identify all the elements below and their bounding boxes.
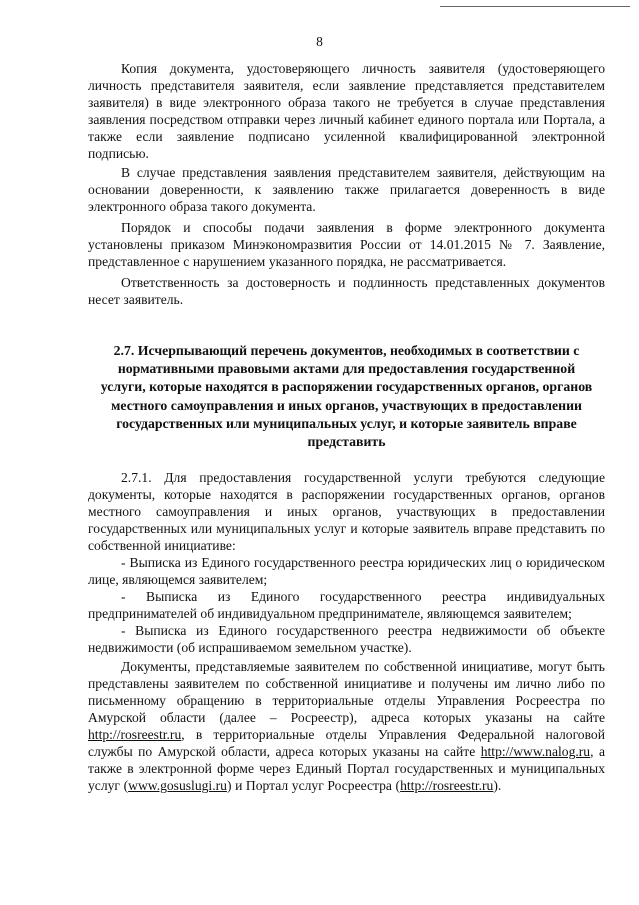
- paragraph-closing: [88, 658, 605, 794]
- closing-text-1: Документы, представляемые заявителем по собственной инициативе, могут быть представлены заявителем по собственной инициативе и получены им лично либо по письменному обращению в территориальные отделы Управления Росреестра по Амурской области (далее – Росреестр), адреса которых указаны на сайте: [88, 659, 605, 726]
- section-heading: 2.7. Исчерпывающий перечень документов, необходимых в соответствии с нормативными правовыми актами для предоставления государственной услуги, которые находятся в распоряжении государственных органов, органов местного самоуправления и иных органов, участвующих в предоставлении государственных или муниципальных услуг, и которые заявитель вправе представить: [100, 343, 593, 450]
- paragraph-id-copy: Копия документа, удостоверяющего личность заявителя (удостоверяющего личность представителя заявителя, если заявление представляется представителем заявителя) в виде электронного образа такого не требуется в случае представления заявления посредством отправки через личный кабинет единого портала или Портала, а также если заявление подписано усиленной квалифицированной электронной подписью.: [88, 61, 605, 161]
- link-nalog[interactable]: http://www.nalog.ru: [480, 744, 591, 760]
- closing-text-3: , а также в электронной форме через Единый Портал государственных и муниципальных услуг (: [88, 744, 605, 794]
- link-rosreestr[interactable]: http://rosreestr.ru: [88, 727, 182, 743]
- closing-text-2: , в территориальные отделы Управления Федеральной налоговой службы по Амурской области, адреса которых указаны на сайте: [88, 727, 605, 760]
- link-rosreestr-portal[interactable]: http://rosreestr.ru: [400, 778, 494, 794]
- closing-text-5: ).: [493, 778, 502, 794]
- paragraph-responsibility: Ответственность за достоверность и подлинность представленных документов несет заявитель.: [88, 275, 605, 307]
- list-item-egrip: - Выписка из Единого государственного реестра индивидуальных предпринимателей об индивидуальном предпринимателе, являющемся заявителем;: [88, 589, 605, 622]
- list-item-egrul: - Выписка из Единого государственного реестра юридических лиц о юридическом лице, являющемся заявителем;: [88, 555, 605, 588]
- clause-2-7-1-intro: 2.7.1. Для предоставления государственной услуги требуются следующие документы, которые находятся в распоряжении государственных органов, органов местного самоуправления и иных органов, участвующих в предоставлении государственных или муниципальных услуг и которые заявитель вправе представить по собственной инициативе:: [88, 470, 605, 554]
- document-body: [88, 60, 605, 794]
- link-gosuslugi[interactable]: www.gosuslugi.ru: [128, 778, 227, 794]
- closing-text-4: ) и Портал услуг Росреестра (: [226, 778, 401, 794]
- list-item-egrn: - Выписка из Единого государственного реестра недвижимости об объекте недвижимости (об испрашиваемом земельном участке).: [88, 623, 605, 656]
- page-number: 8: [316, 34, 323, 49]
- paragraph-power-of-attorney: В случае представления заявления представителем заявителя, действующим на основании доверенности, к заявлению также прилагается доверенность в виде электронного образа такого документа.: [88, 165, 605, 214]
- top-rule: [440, 6, 630, 7]
- paragraph-submission-order: Порядок и способы подачи заявления в форме электронного документа установлены приказом Минэкономразвития России от 14.01.2015 № 7. Заявление, представленное с нарушением указанного порядка, не рассматривается.: [88, 220, 605, 269]
